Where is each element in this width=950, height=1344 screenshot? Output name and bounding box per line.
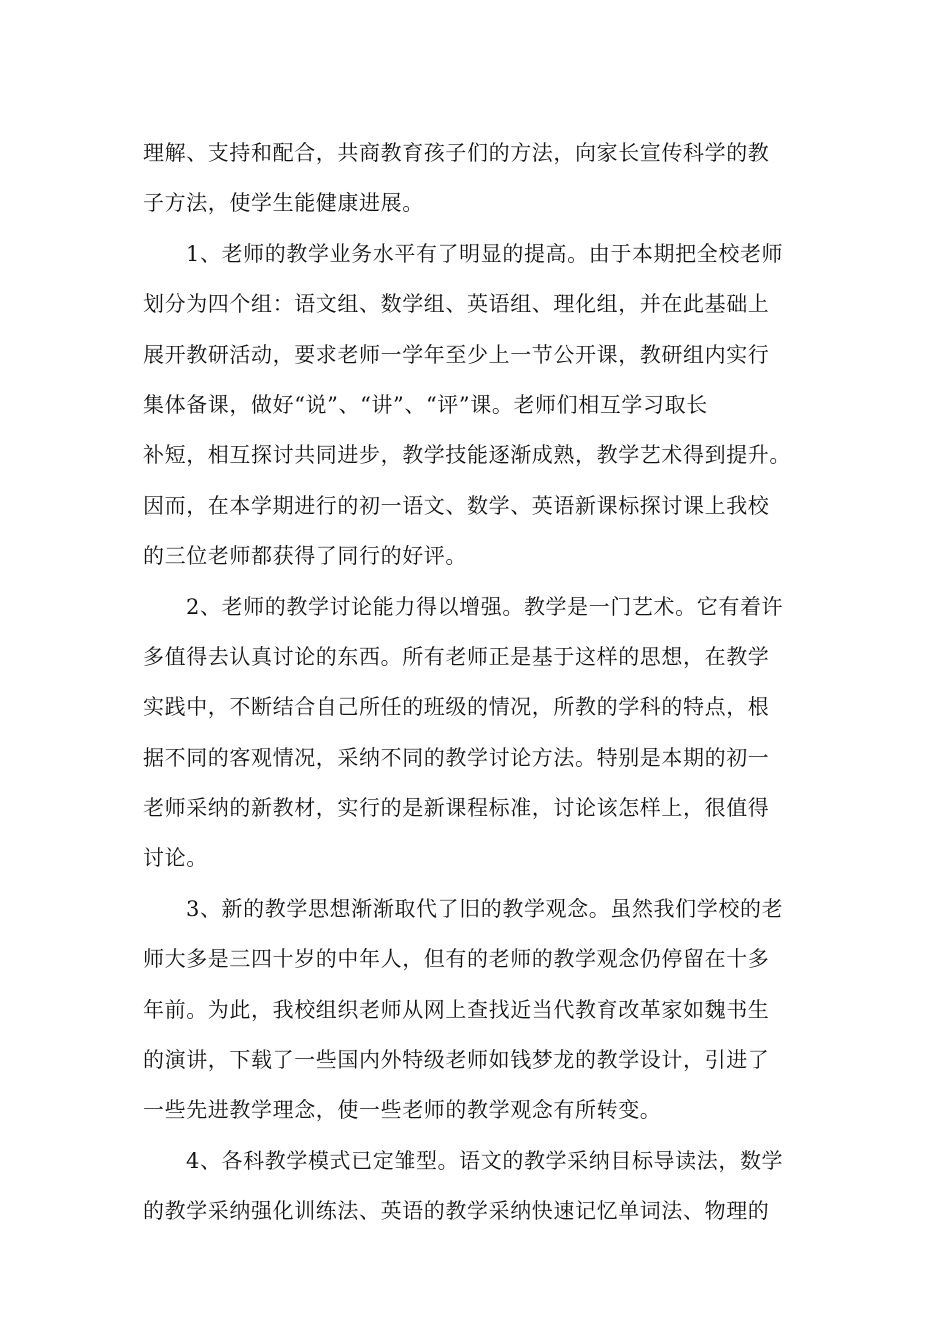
text-line: 子方法，使学生能健康进展。 bbox=[143, 191, 424, 216]
text-line: 师大多是三四十岁的中年人，但有的老师的教学观念仍停留在十多 bbox=[143, 947, 770, 972]
text-line: 的演讲，下载了一些国内外特级老师如钱梦龙的教学设计，引进了 bbox=[143, 1048, 770, 1073]
text-line: 集体备课，做好“说”、“讲”、“评”课。老师们相互学习取长 bbox=[143, 392, 708, 417]
text-line: 展开教研活动，要求老师一学年至少上一节公开课，教研组内实行 bbox=[143, 342, 770, 367]
text-line: 划分为四个组：语文组、数学组、英语组、理化组，并在此基础上 bbox=[143, 292, 770, 317]
text-line: 理解、支持和配合，共商教育孩子们的方法，向家长宣传科学的教 bbox=[143, 141, 770, 165]
text-line: 的教学采纳强化训练法、英语的教学采纳快速记忆单词法、物理的 bbox=[143, 1199, 770, 1224]
paragraph-3-start: 3、新的教学思想渐渐取代了旧的教学观念。虽然我们学校的老 bbox=[186, 896, 784, 921]
text-line: 补短，相互探讨共同进步，教学技能逐渐成熟，教学艺术得到提升。 bbox=[143, 443, 791, 468]
text-line: 的三位老师都获得了同行的好评。 bbox=[143, 544, 467, 569]
text-line: 一些先进教学理念，使一些老师的教学观念有所转变。 bbox=[143, 1098, 662, 1123]
document-body bbox=[143, 128, 823, 1237]
text-line: 年前。为此，我校组织老师从网上查找近当代教育改革家如魏书生 bbox=[143, 997, 770, 1022]
paragraph-4-start: 4、各科教学模式已定雏型。语文的教学采纳目标导读法，数学 bbox=[186, 1148, 784, 1173]
text-line: 据不同的客观情况，采纳不同的教学讨论方法。特别是本期的初一 bbox=[143, 745, 770, 770]
paragraph-1-start: 1、老师的教学业务水平有了明显的提高。由于本期把全校老师 bbox=[186, 241, 784, 266]
text-line: 老师采纳的新教材，实行的是新课程标准，讨论该怎样上，很值得 bbox=[143, 796, 770, 821]
text-line: 因而，在本学期进行的初一语文、数学、英语新课标探讨课上我校 bbox=[143, 493, 770, 518]
text-line: 讨论。 bbox=[143, 846, 208, 871]
text-line: 实践中，不断结合自己所任的班级的情况，所教的学科的特点，根 bbox=[143, 695, 770, 720]
text-line: 多值得去认真讨论的东西。所有老师正是基于这样的思想，在教学 bbox=[143, 644, 770, 669]
paragraph-2-start: 2、老师的教学讨论能力得以增强。教学是一门艺术。它有着许 bbox=[186, 594, 784, 619]
